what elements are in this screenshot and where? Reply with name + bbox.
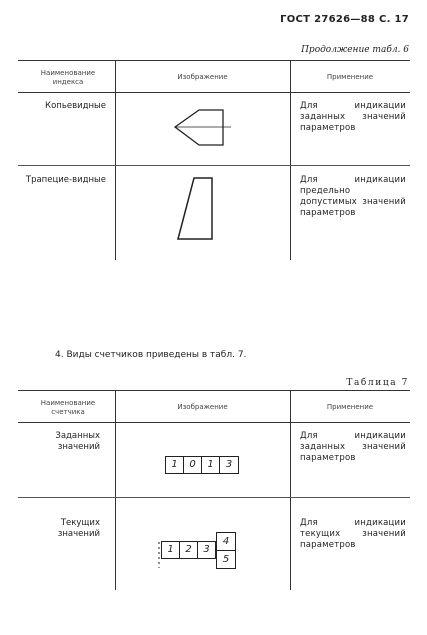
trapezoid-index-image (170, 172, 220, 247)
header-name: Наименование индекса (40, 69, 96, 86)
table-rule (18, 390, 410, 391)
header-image: Изображение (177, 73, 228, 81)
row-name: Трапецие-видные (25, 175, 106, 185)
row-name: Заданных значений (55, 431, 100, 452)
row-use: Для индикации предельно допустимых значений параметров (300, 175, 406, 218)
column-divider (290, 390, 291, 590)
counter-drum-digit: 5 (216, 550, 236, 569)
paragraph: 4. Виды счетчиков приведены в табл. 7. (55, 350, 247, 360)
header-use: Применение (326, 403, 374, 411)
counter-digit: 0 (183, 456, 202, 474)
counter-digit: 1 (201, 456, 220, 474)
column-divider (115, 60, 116, 260)
counter-digit: 1 (165, 456, 184, 474)
header-use: Применение (326, 73, 374, 81)
header-name: Наименование счетчика (40, 399, 96, 416)
header-image: Изображение (177, 403, 228, 411)
table-continuation-title: Продолжение табл. 6 (301, 45, 409, 55)
table-caption: Таблица 7 (346, 378, 409, 388)
row-divider (18, 497, 410, 498)
counter-digit: 3 (197, 541, 216, 559)
counter-digit: 3 (219, 456, 239, 474)
row-name: Текущих значений (57, 518, 100, 539)
page-header: ГОСТ 27626—88 С. 17 (280, 14, 409, 25)
counter-digit: 1 (161, 541, 180, 559)
spear-index-image (165, 105, 235, 155)
row-use: Для индикации текущих значений параметров (300, 518, 406, 550)
counter-drum-digit: 4 (216, 532, 236, 551)
row-use: Для индикации заданных значений параметров (300, 431, 406, 463)
table-rule (18, 422, 410, 423)
row-use: Для индикации заданных значений параметров (300, 101, 406, 133)
counter-digit: 2 (179, 541, 198, 559)
table-rule (18, 92, 410, 93)
table-rule (18, 60, 410, 61)
row-divider (18, 165, 410, 166)
column-divider (290, 60, 291, 260)
column-divider (115, 390, 116, 590)
row-name: Копьевидные (45, 101, 106, 111)
